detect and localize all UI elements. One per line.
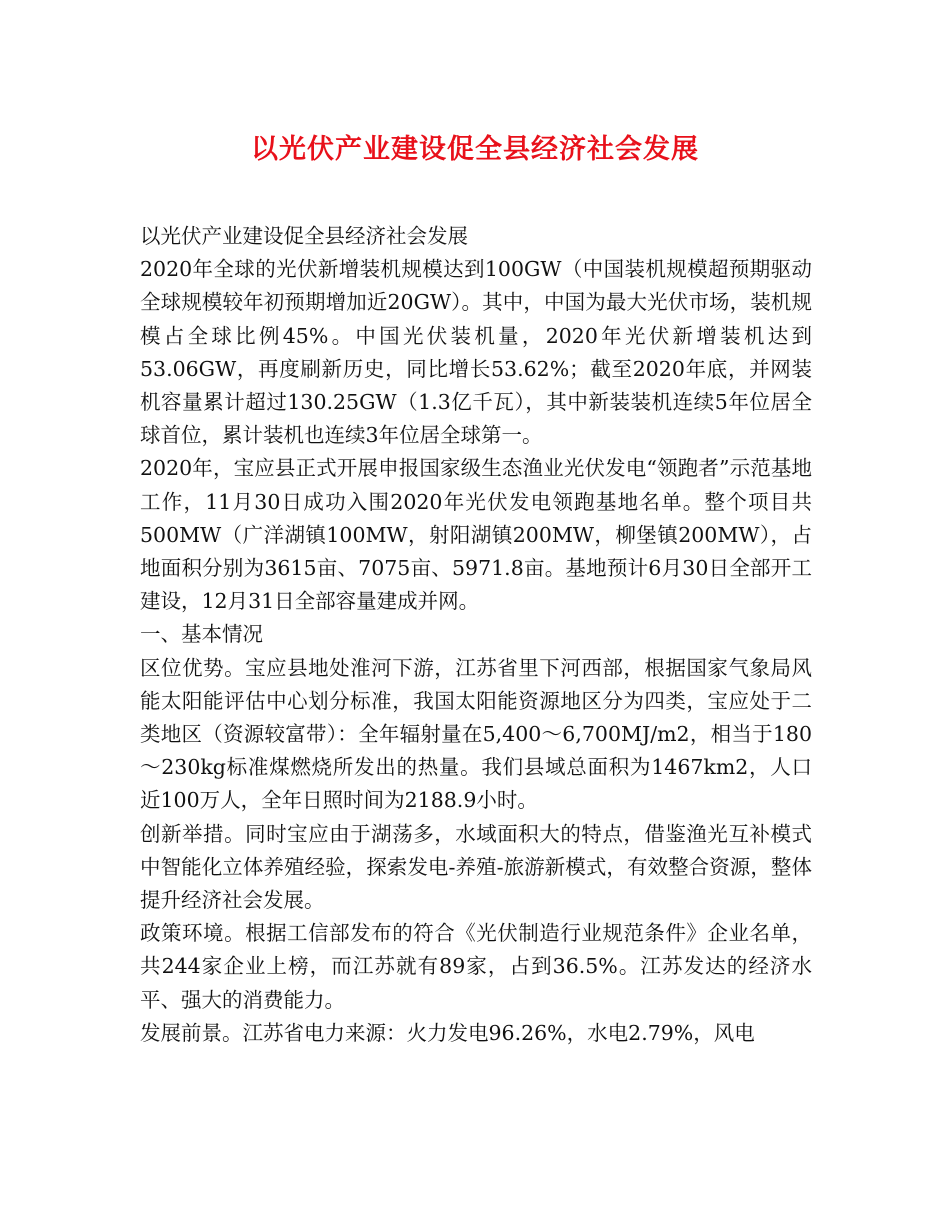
paragraph-innovation-measures: 创新举措。同时宝应由于湖荡多，水域面积大的特点，借鉴渔光互补模式中智能化立体养殖经验，探索发电-养殖-旅游新模式，有效整合资源，整体提升经济社会发展。 bbox=[140, 821, 812, 913]
paragraph-global-pv-capacity: 2020年全球的光伏新增装机规模达到100GW（中国装机规模超预期驱动全球规模较年初预期增加近20GW）。其中，中国为最大光伏市场，装机规模占全球比例45%。中国光伏装机量，2020年光伏新增装机达到53.06GW，再度刷新历史，同比增长53.62%；截至2020年底，并网装机容量累计超过130.25GW（1.3亿千瓦），其中新装装机连续5年位居全球首位，累计装机也连续3年位居全球第一。 bbox=[140, 257, 812, 448]
paragraph-subtitle: 以光伏产业建设促全县经济社会发展 bbox=[140, 224, 468, 248]
paragraph-policy-environment: 政策环境。根据工信部发布的符合《光伏制造行业规范条件》企业名单，共244家企业上榜，而江苏就有89家，占到36.5%。江苏发达的经济水平、强大的消费能力。 bbox=[140, 921, 812, 1012]
section-heading-basic-situation: 一、基本情况 bbox=[140, 622, 263, 647]
paragraph-location-advantage: 区位优势。宝应县地处淮河下游，江苏省里下河西部，根据国家气象局风能太阳能评估中心划分标准，我国太阳能资源地区分为四类，宝应处于二类地区（资源较富带）：全年辐射量在5,400～6,700MJ/m2，相当于180～230kg标准煤燃烧所发出的热量。我们县域总面积为1467km2，人口近100万人，全年日照时间为2188.9小时。 bbox=[140, 655, 812, 813]
document-title: 以光伏产业建设促全县经济社会发展 bbox=[251, 134, 699, 165]
paragraph-baoying-project: 2020年，宝应县正式开展申报国家级生态渔业光伏发电“领跑者”示范基地工作，11月30日成功入围2020年光伏发电领跑基地名单。整个项目共500MW（广洋湖镇100MW，射阳湖镇200MW，柳堡镇200MW），占地面积分别为3615亩、7075亩、5971.8亩。基地预计6月30日全部开工建设，12月31日全部容量建成并网。 bbox=[140, 456, 812, 614]
document-body bbox=[140, 220, 812, 1050]
paragraph-development-prospects: 发展前景。江苏省电力来源：火力发电96.26%，水电2.79%，风电 bbox=[140, 1020, 755, 1045]
